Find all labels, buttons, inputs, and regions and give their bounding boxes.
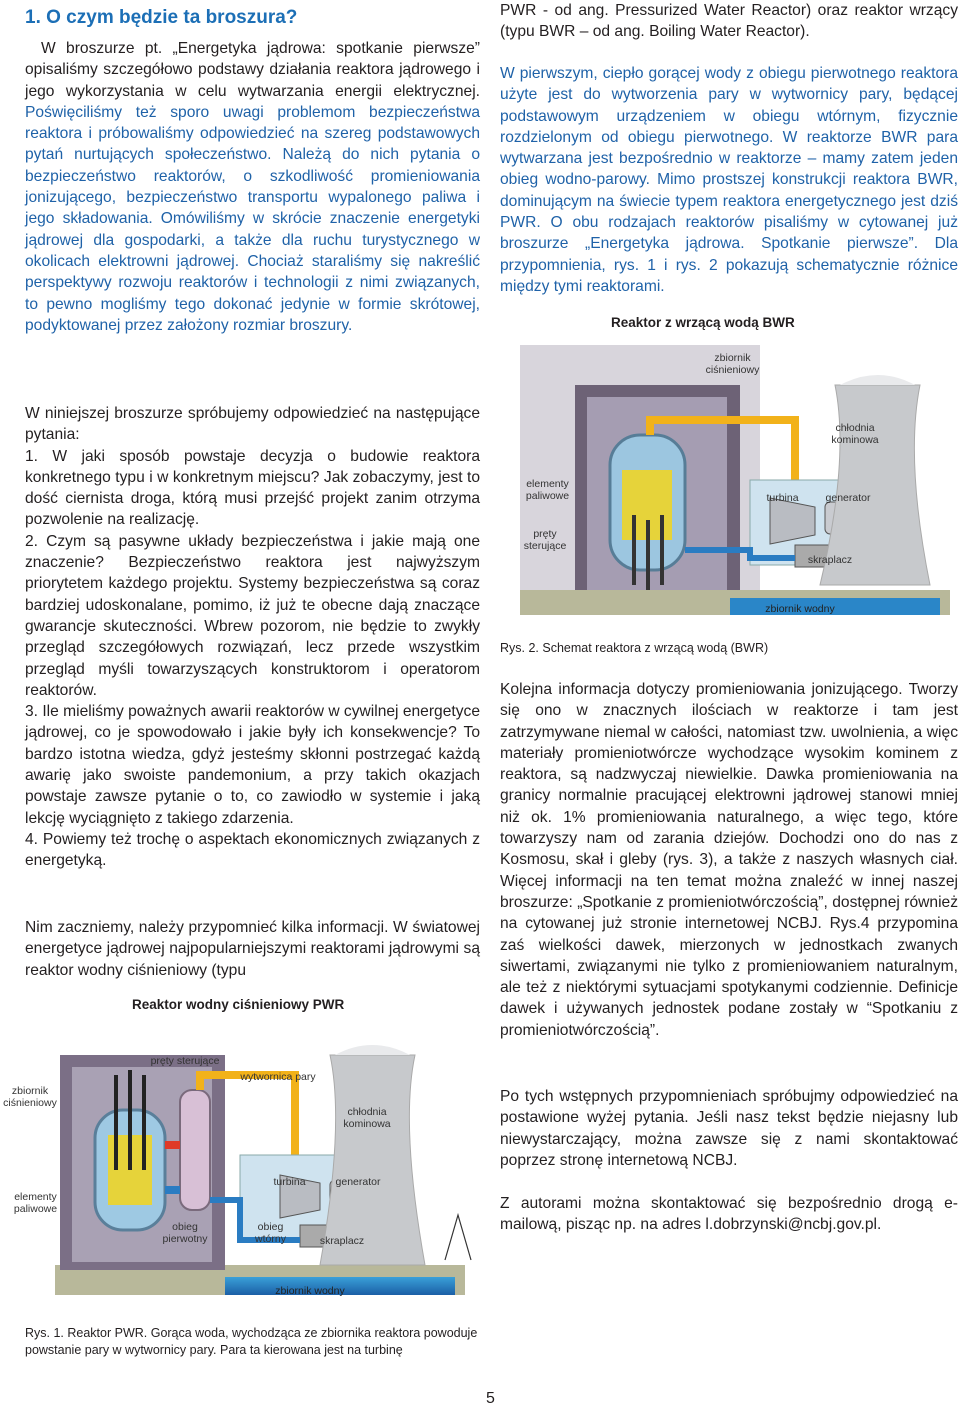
fig2-label-zbiornik-wodny: zbiornik wodny bbox=[765, 603, 835, 615]
intro-paragraph bbox=[25, 38, 480, 336]
fig1-label-turbina: turbina bbox=[273, 1176, 306, 1188]
fig1-label-skraplacz: skraplacz bbox=[319, 1235, 365, 1247]
fig1-label-chlodnia: chłodnia kominowa bbox=[343, 1106, 391, 1130]
radiation-paragraph: Kolejna informacja dotyczy promieniowania jonizującego. Tworzy się ono w znacznych ilościach w reaktorze i tam jest zatrzymywane niemal w całości, natomiast tzw. uwolnienia, a więc materiały promieniotwórcze wychodzące wysokim kominem z reaktora, są nadzwyczaj niewielkie. Dawka promieniowania na granicy normalnie pracującej elektrowni jądrowej stanowi mniej niż ok. 1% promieniowania naturalnego, a więc tego, które towarzyszy nam od zarania dziejów. Dochodzi ono do nas z Kosmosu, skał i gleby (rys. 3), a także z naszych własnych ciał. Więcej informacji na ten temat można znaleźć w innej naszej broszurze: „Spotkanie z promieniotwórczością”, dostępnej również na cytowanej już stronie internetowej NCBJ. Rys.4 przypomina zaś wielkości dawek, mierzonych w jednostkach zwanych siwertami, związanymi nie tylko z promieniowaniem naturalnym, ale też z niektórymi sytuacjami spotykanymi codziennie. Definicje dawek i używanych jednostek podane zostały w “Spotkaniu z promieniotwórczością”. bbox=[500, 681, 958, 1039]
fig1-label-obieg-wtorny: obieg wtórny bbox=[255, 1221, 286, 1245]
fig1-caption: Rys. 1. Reaktor PWR. Gorąca woda, wychodząca ze zbiornika reaktora powoduje powstanie pary w wytwornicy pary. Para ta kierowana jest na turbinę bbox=[25, 1326, 478, 1357]
fig2-caption: Rys. 2. Schemat reaktora z wrzącą wodą (BWR) bbox=[500, 641, 769, 655]
pwr-diagram-svg bbox=[0, 1015, 480, 1315]
fig1-label-wytwornica: wytwornica pary bbox=[240, 1071, 316, 1083]
contact-paragraph: Z autorami można skontaktować się bezpośrednio drogą e-mailową, pisząc np. na adres l.dobrzynski@ncbj.gov.pl. bbox=[500, 1195, 958, 1234]
fig2-label-turbina: turbina bbox=[766, 492, 799, 504]
question-2: 2. Czym są pasywne układy bezpieczeństwa i jakie mają one znaczenie? Bezpieczeństwo reaktora jest najwyższym priorytetem każdego projektu. Systemy bezpieczeństwa są coraz bardziej udoskonalane, pomimo, iż już te obecne dają znaczące gwarancje skuteczności. Wbrew pozorom, nie będzie to zwykły przegląd szczegółowych rozwiązań, lecz przede wszystkim przegląd myśli towarzyszących konstruktorom i operatorom reaktorów. bbox=[25, 532, 480, 699]
page-number: 5 bbox=[486, 1390, 495, 1407]
fig2-label-elementy: elementy paliwowe bbox=[525, 478, 570, 502]
fig2-label-skraplacz: skraplacz bbox=[807, 554, 853, 566]
fig2-label-chlodnia: chłodnia kominowa bbox=[831, 422, 879, 446]
bottom-text: Nim zaczniemy, należy przypomnieć kilka informacji. W światowej energetyce jądrowej najpopularniejszymi reaktorami jądrowymi są reaktor wodny ciśnieniowy (typu bbox=[25, 919, 480, 979]
questions-intro: W niniejszej broszurze spróbujemy odpowiedzieć na następujące pytania: bbox=[25, 405, 480, 444]
question-4: 4. Powiemy też trochę o aspektach ekonomicznych związanych z energetyką. bbox=[25, 830, 480, 870]
question-1: 1. W jaki sposób powstaje decyzja o budowie reaktora konkretnego typu i w konkretnym miejscu? Jak zobaczymy, jest to dość ciernista droga, którą musi przejść projekt zanim otrzyma pozwolenie na realizację. bbox=[25, 447, 480, 529]
right-paragraph-3 bbox=[500, 1086, 958, 1171]
fig1-label-zbiornik: zbiornik ciśnieniowy bbox=[3, 1085, 57, 1109]
fig2-title: Reaktor z wrzącą wodą BWR bbox=[611, 315, 795, 330]
fig1-label-prety: pręty sterujące bbox=[150, 1055, 220, 1067]
fig2-label-generator: generator bbox=[825, 492, 871, 504]
followup-paragraph: Po tych wstępnych przypomnieniach spróbujmy odpowiedzieć na postawione wyżej pytania. Jeśli nasz tekst będzie niejasny lub niewystarczający, można zawsze się z nami skontaktować poprzez stronę internetową NCBJ. bbox=[500, 1088, 958, 1169]
intro-text-blue: Poświęciliśmy też sporo uwagi problemom bezpieczeństwa reaktora i próbowaliśmy odpowiedzieć na szereg podstawowych pytań nurtujących społeczeństwo. Należą do nich pytania o bezpieczeństwo reaktorów, o szkodliwość promieniowania jonizującego, bezpieczeństwo transportu wypalonego paliwa i jego składowania. Omówiliśmy w skrócie znaczenie energetyki jądrowej dla gospodarki, a także dla ruchu turystycznego w okolicach elektrowni jądrowej. Chociaż staraliśmy się nakreślić perspektywy rozwoju reaktorów i technologii z nimi związanych, to pewno mogliśmy tego dokonać jedynie w formie skrótowej, podyktowanej przez założony rozmiar broszury. bbox=[25, 103, 480, 334]
questions-section bbox=[25, 403, 480, 872]
fig1-diagram bbox=[0, 1015, 480, 1315]
bottom-paragraph-left bbox=[25, 917, 480, 981]
page-title: 1. O czym będzie ta broszura? bbox=[25, 7, 298, 28]
fig1-title: Reaktor wodny ciśnieniowy PWR bbox=[132, 997, 345, 1012]
intro-text: W broszurze pt. „Energetyka jądrowa: spotkanie pierwsze” opisaliśmy szczegółowo podstawy działania reaktora jądrowego i jego wykorzystania w celu wytwarzania energii elektrycznej. bbox=[25, 40, 480, 100]
right-blue-text: W pierwszym, ciepło gorącej wody z obiegu pierwotnego reaktora użyte jest do wytworzenia pary w wytwornicy pary, będącej podstawowym urządzeniem w obiegu wtórnym, fizycznie rozdzielonym od obiegu pierwotnego. W reaktorze BWR para wytwarzana jest bezpośrednio w reaktorze – mamy zatem jeden obieg wodno-parowy. Mimo prostszej konstrukcji reaktora BWR, dominującym na świecie typem reaktora energetycznego jest dziś PWR. O obu rodzajach reaktorów pisaliśmy w cytowanej już broszurze „Energetyka jądrowa. Spotkanie pierwsze”. Dla przypomnienia, rys. 1 i rys. 2 pokazują schematycznie różnice między tymi reaktorami. bbox=[500, 65, 958, 295]
fig1-label-zbiornik-wodny: zbiornik wodny bbox=[275, 1285, 345, 1297]
right-blue-paragraph bbox=[500, 63, 958, 297]
fig2-label-zbiornik: zbiornik ciśnieniowy bbox=[705, 352, 760, 376]
fig1-label-elementy: elementy paliwowe bbox=[13, 1191, 58, 1215]
right-top-text: PWR - od ang. Pressurized Water Reactor) oraz reaktor wrzący (typu BWR – od ang. Boiling Water Reactor). bbox=[500, 2, 958, 41]
right-paragraph-4 bbox=[500, 1193, 958, 1236]
fig1-label-obieg-pierwotny: obieg pierwotny bbox=[162, 1221, 208, 1245]
right-column-top bbox=[500, 0, 958, 43]
fig2-diagram bbox=[500, 340, 960, 635]
right-paragraph-2 bbox=[500, 679, 958, 1041]
fig1-label-generator: generator bbox=[335, 1176, 381, 1188]
question-3: 3. Ile mieliśmy poważnych awarii reaktorów w cywilnej energetyce jądrowej, co je spowodowało i jakie były ich konsekwencje? To bardzo istotna wiedza, gdyż jesteśmy skłonni postrzegać każdą awarię jako swoiste pandemonium, a przy takich okazjach powstaje zawsze pytanie o to, co zawiodło w systemie i jaką lekcję wyciągnięto z takiego zdarzenia. bbox=[25, 703, 480, 827]
left-column bbox=[25, 38, 480, 336]
fig2-label-prety: pręty sterujące bbox=[523, 528, 567, 552]
